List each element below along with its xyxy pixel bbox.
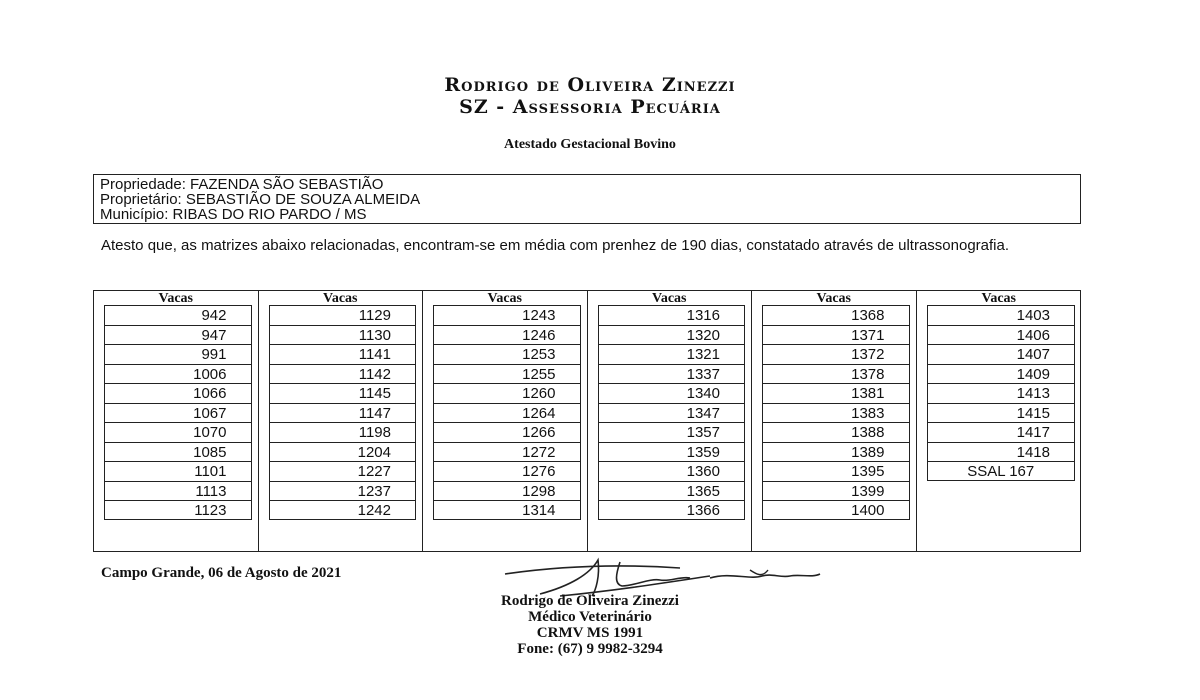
table-cell: 1145 — [270, 383, 416, 403]
table-cell: 1372 — [763, 344, 909, 364]
table-cell: 1255 — [434, 364, 580, 384]
table-column — [917, 291, 1082, 551]
table-cell: 1417 — [928, 422, 1075, 442]
column-cells — [433, 305, 581, 520]
column-cells — [927, 305, 1076, 481]
table-cell: 1129 — [270, 305, 416, 325]
table-cell: 1365 — [599, 481, 745, 501]
table-cell: 1347 — [599, 403, 745, 423]
table-column — [423, 291, 588, 551]
column-cells — [104, 305, 252, 520]
table-cell: 1388 — [763, 422, 909, 442]
table-cell: 1407 — [928, 344, 1075, 364]
owner-line: Proprietário: SEBASTIÃO DE SOUZA ALMEIDA — [100, 191, 421, 208]
table-cell: 1378 — [763, 364, 909, 384]
table-cell: 1409 — [928, 364, 1075, 384]
table-cell: 1314 — [434, 500, 580, 520]
table-cell: 1101 — [105, 461, 251, 481]
signer-registration: CRMV MS 1991 — [536, 625, 644, 641]
table-cell: SSAL 167 — [928, 461, 1075, 481]
table-cell: 1067 — [105, 403, 251, 423]
table-cell: 1260 — [434, 383, 580, 403]
table-cell: 1266 — [434, 422, 580, 442]
table-cell: 1227 — [270, 461, 416, 481]
table-cell: 1142 — [270, 364, 416, 384]
table-cell: 1006 — [105, 364, 251, 384]
column-header: Vacas — [323, 291, 358, 306]
table-cell: 1141 — [270, 344, 416, 364]
column-header: Vacas — [816, 291, 851, 306]
table-cell: 1389 — [763, 442, 909, 462]
signer-title: Médico Veterinário — [528, 609, 652, 625]
table-column — [94, 291, 259, 551]
table-cell: 1360 — [599, 461, 745, 481]
column-cells — [598, 305, 746, 520]
column-header: Vacas — [981, 291, 1016, 306]
header-company: SZ - Assessoria Pecuária — [459, 96, 721, 118]
table-column — [588, 291, 753, 551]
document-title: Atestado Gestacional Bovino — [504, 137, 676, 152]
table-cell: 1383 — [763, 403, 909, 423]
table-cell: 1415 — [928, 403, 1075, 423]
table-cell: 1371 — [763, 325, 909, 345]
table-cell: 991 — [105, 344, 251, 364]
table-cell: 1403 — [928, 305, 1075, 325]
signer-name: Rodrigo de Oliveira Zinezzi — [501, 593, 679, 609]
table-cell: 1246 — [434, 325, 580, 345]
table-cell: 1198 — [270, 422, 416, 442]
table-cell: 1070 — [105, 422, 251, 442]
municipality-line: Município: RIBAS DO RIO PARDO / MS — [100, 206, 367, 223]
table-cell: 1381 — [763, 383, 909, 403]
table-cell: 1368 — [763, 305, 909, 325]
table-cell: 1237 — [270, 481, 416, 501]
table-column — [752, 291, 917, 551]
table-cell: 1366 — [599, 500, 745, 520]
signer-phone: Fone: (67) 9 9982-3294 — [517, 641, 663, 657]
table-cell: 942 — [105, 305, 251, 325]
table-cell: 1242 — [270, 500, 416, 520]
table-cell: 1204 — [270, 442, 416, 462]
column-header: Vacas — [487, 291, 522, 306]
table-cell: 1418 — [928, 442, 1075, 462]
table-cell: 1113 — [105, 481, 251, 501]
table-cell: 1321 — [599, 344, 745, 364]
table-cell: 1298 — [434, 481, 580, 501]
table-cell: 1130 — [270, 325, 416, 345]
property-info-box — [93, 174, 1081, 224]
table-cell: 1243 — [434, 305, 580, 325]
table-cell: 1337 — [599, 364, 745, 384]
cow-table — [93, 290, 1081, 552]
table-cell: 1264 — [434, 403, 580, 423]
header-name: Rodrigo de Oliveira Zinezzi — [444, 74, 736, 96]
table-column — [259, 291, 424, 551]
table-cell: 1147 — [270, 403, 416, 423]
table-cell: 1406 — [928, 325, 1075, 345]
table-cell: 1123 — [105, 500, 251, 520]
column-header: Vacas — [652, 291, 687, 306]
table-cell: 1066 — [105, 383, 251, 403]
place-date: Campo Grande, 06 de Agosto de 2021 — [101, 565, 342, 581]
table-cell: 947 — [105, 325, 251, 345]
table-cell: 1340 — [599, 383, 745, 403]
table-cell: 1320 — [599, 325, 745, 345]
table-cell: 1399 — [763, 481, 909, 501]
table-cell: 1413 — [928, 383, 1075, 403]
table-cell: 1359 — [599, 442, 745, 462]
table-cell: 1272 — [434, 442, 580, 462]
property-line: Propriedade: FAZENDA SÃO SEBASTIÃO — [100, 176, 384, 193]
column-header: Vacas — [158, 291, 193, 306]
table-cell: 1357 — [599, 422, 745, 442]
table-cell: 1085 — [105, 442, 251, 462]
attestation-statement: Atesto que, as matrizes abaixo relacionadas, encontram-se em média com prenhez de 190 dias, constatado através de ultrassonografia. — [101, 237, 1010, 254]
table-cell: 1400 — [763, 500, 909, 520]
table-cell: 1395 — [763, 461, 909, 481]
column-cells — [269, 305, 417, 520]
column-cells — [762, 305, 910, 520]
table-cell: 1316 — [599, 305, 745, 325]
table-cell: 1253 — [434, 344, 580, 364]
table-cell: 1276 — [434, 461, 580, 481]
